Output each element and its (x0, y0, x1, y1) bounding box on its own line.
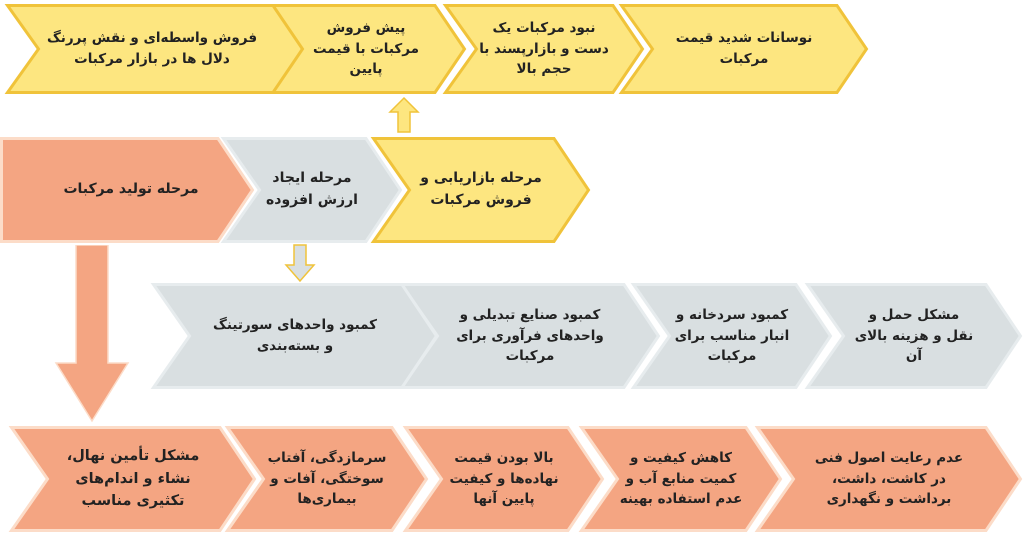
chevron-processing-units (400, 283, 660, 389)
chevron-seedling-supply (10, 426, 256, 532)
label-cold-storage: کمبود سردخانه و انبار مناسب برای مرکبات (674, 306, 790, 365)
chevron-middlemen (6, 4, 304, 94)
chevron-stage-marketing (372, 137, 590, 243)
chevron-water-resources (580, 426, 782, 532)
label-stage-value-added: مرحله ایجاد ارزش افزوده (266, 170, 358, 208)
label-input-prices: بالا بودن قیمت نهاده‌ها و کیفیت پایین آنها (449, 449, 559, 508)
label-middlemen: فروش واسطه‌ای و نقش پررنگ دلال ها در بازار مرکبات (46, 30, 258, 67)
label-frost-pests: سرمازدگی، آفتاب سوختگی، آفات و بیماری‌ها (267, 449, 387, 508)
label-processing-units: کمبود صنایع تبدیلی و واحدهای فرآوری برای مرکبات (456, 306, 604, 365)
down-arrow-icon (284, 243, 316, 283)
chevron-sorting-packaging (152, 283, 438, 389)
label-seedling-supply: مشکل تأمین نهال، نشاء و اندام‌های تکثیری مناسب (66, 448, 200, 510)
label-no-uniform-supply: نبود مرکبات یک دست و بازارپسند با حجم بالا (479, 19, 609, 78)
chevron-stage-production (0, 137, 254, 243)
label-presale-low-price: پیش فروش مرکبات با قیمت پایین (313, 19, 419, 78)
chevron-cold-storage (632, 283, 832, 389)
chevron-input-prices (404, 426, 604, 532)
chevron-transport-cost (806, 283, 1022, 389)
chevron-technical-principles (756, 426, 1022, 532)
label-technical-principles: عدم رعایت اصول فنی در کاشت، داشت، برداشت و نگهداری (814, 449, 964, 508)
big-down-arrow-icon (54, 245, 130, 423)
label-price-volatility: نوسانات شدید قیمت مرکبات (675, 30, 813, 67)
label-water-resources: کاهش کیفیت و کمیت منابع آب و عدم استفاده بهینه (619, 449, 743, 508)
up-arrow-icon (388, 96, 420, 134)
chevron-no-uniform-supply (444, 4, 644, 94)
label-sorting-packaging: کمبود واحدهای سورتینگ و بسته‌بندی (213, 317, 377, 354)
label-stage-marketing: مرحله بازاریابی و فروش مرکبات (420, 170, 542, 208)
label-transport-cost: مشکل حمل و نقل و هزینه بالای آن (854, 306, 974, 365)
chevron-price-volatility (620, 4, 868, 94)
label-stage-production: مرحله تولید مرکبات (63, 181, 199, 198)
